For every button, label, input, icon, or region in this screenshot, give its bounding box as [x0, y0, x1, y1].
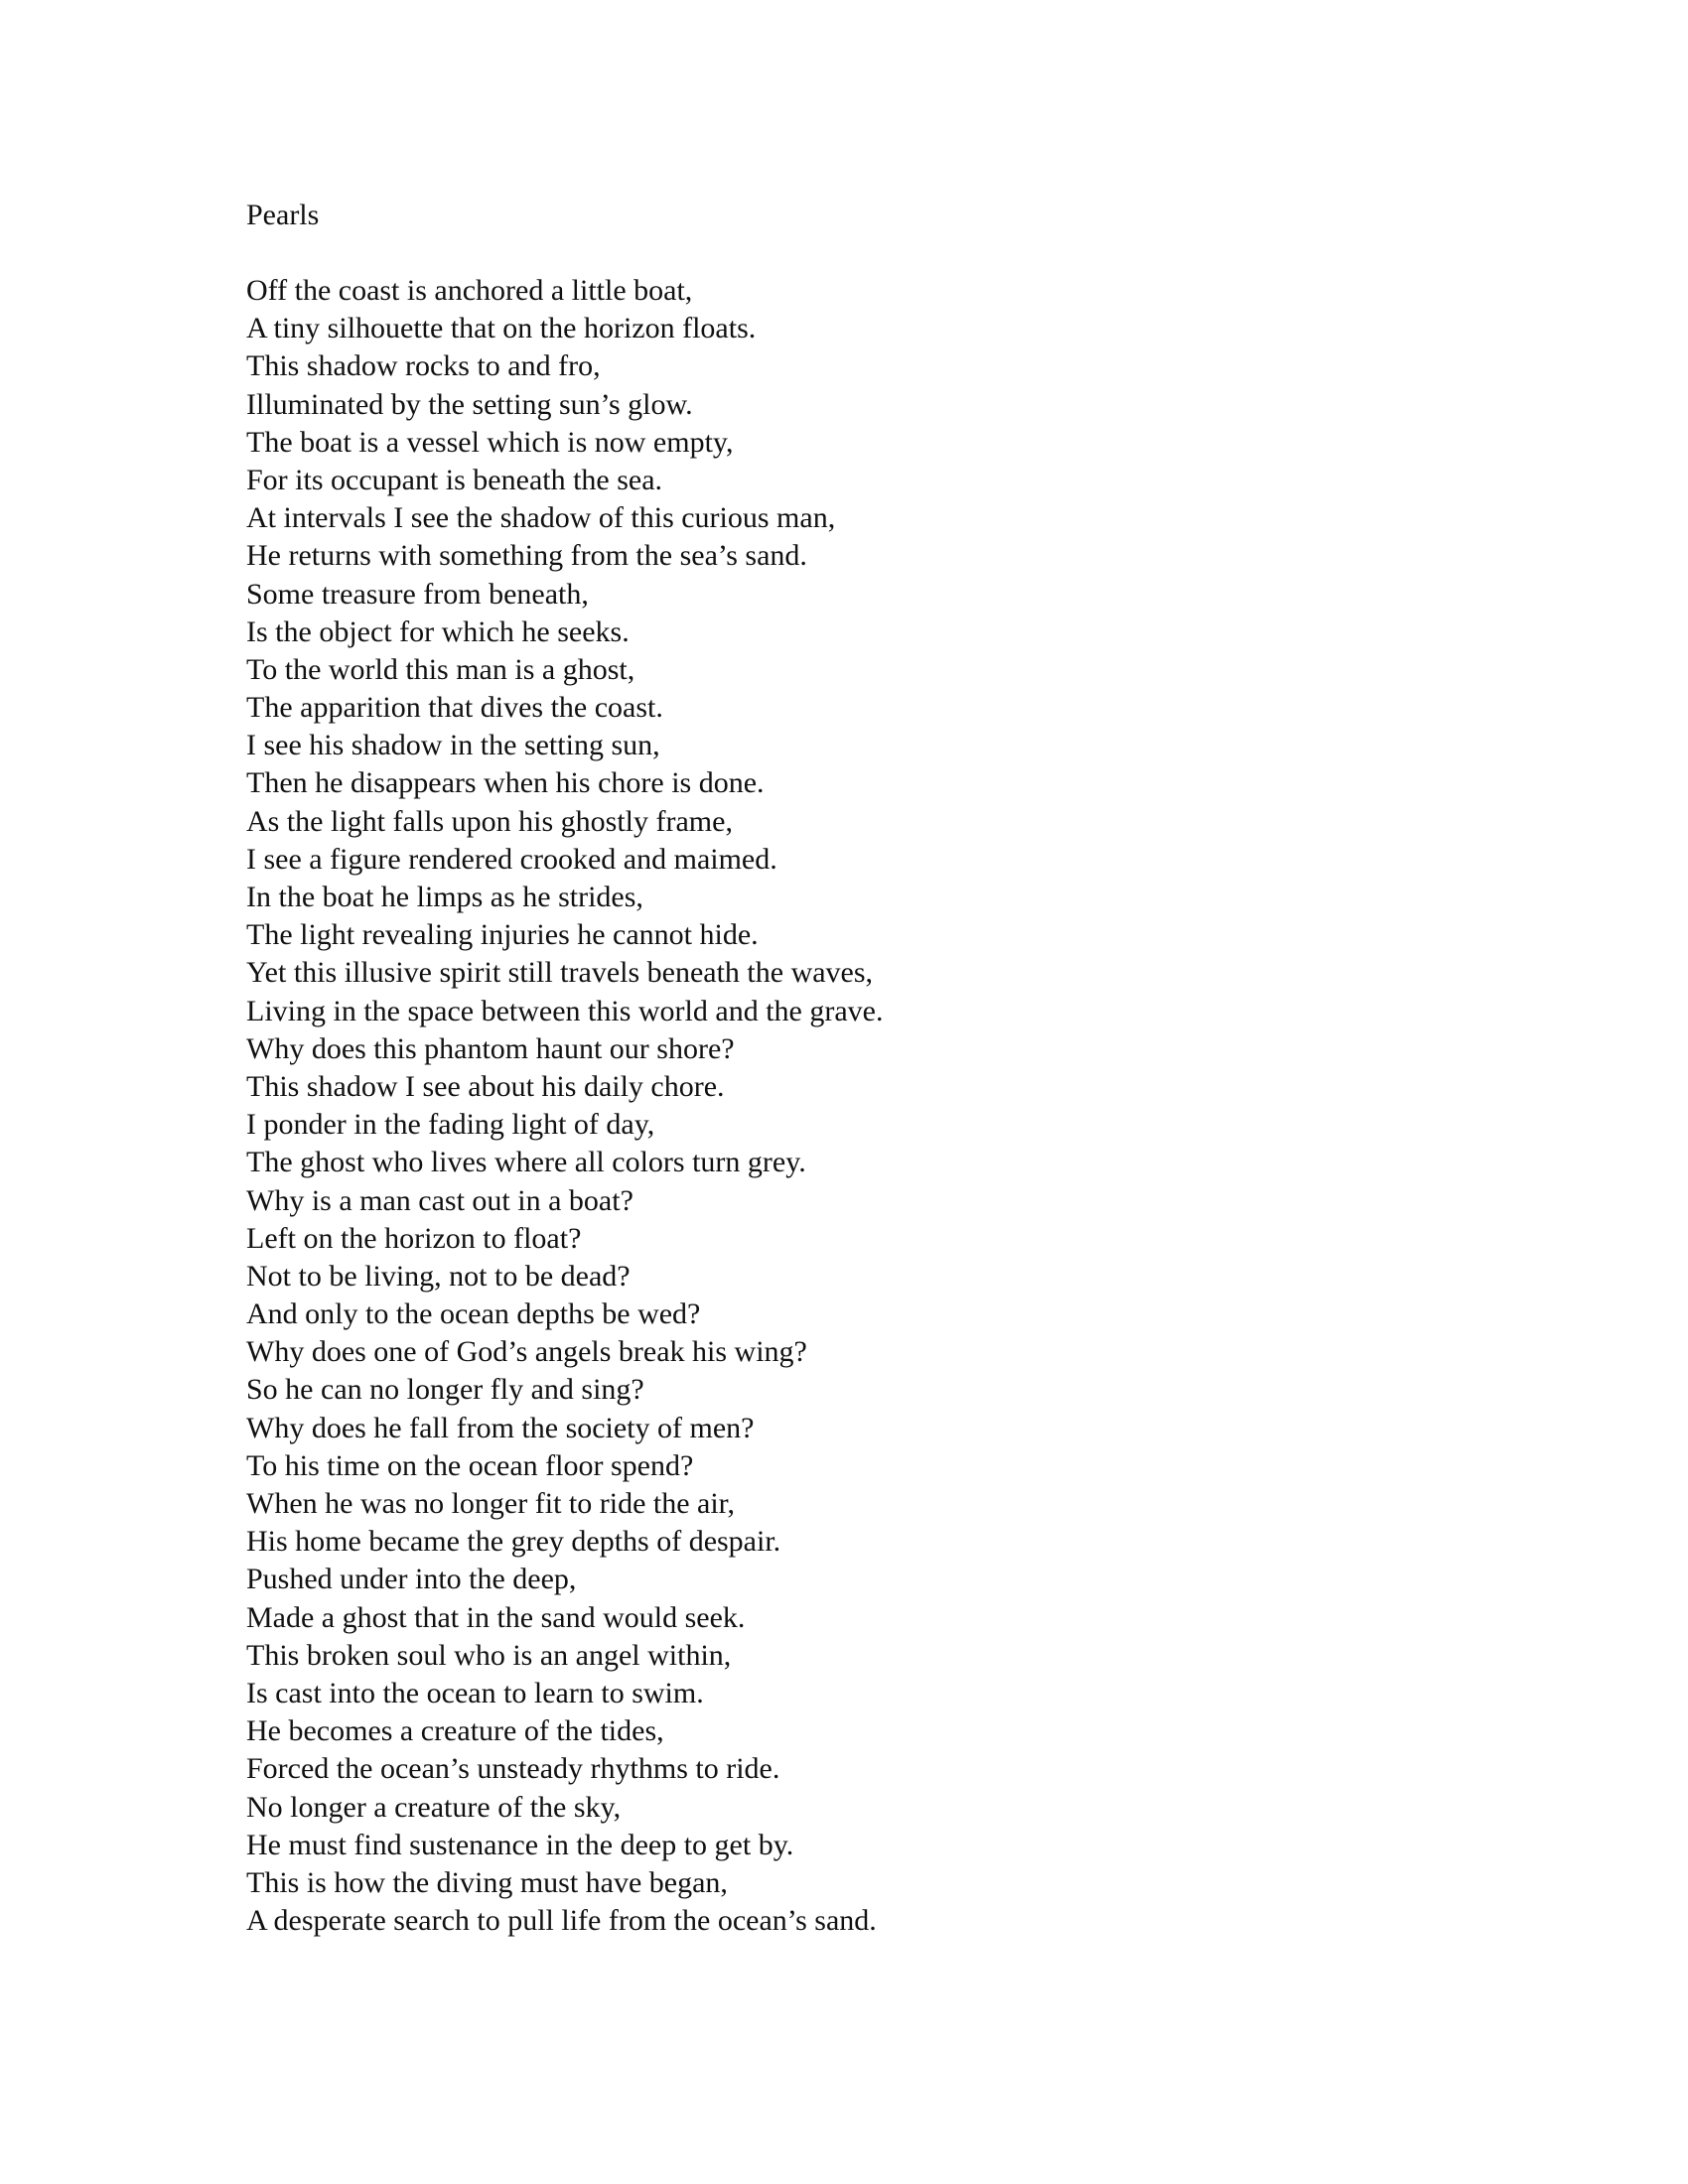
poem-body [246, 272, 883, 1940]
poem-line: So he can no longer fly and sing? [246, 1373, 644, 1407]
poem-line: Some treasure from beneath, [246, 577, 589, 611]
poem-line: To his time on the ocean floor spend? [246, 1448, 694, 1482]
poem-line: The light revealing injuries he cannot hide. [246, 918, 759, 952]
poem-line: This broken soul who is an angel within, [246, 1638, 732, 1672]
poem-line: Not to be living, not to be dead? [246, 1259, 631, 1293]
poem-line: A desperate search to pull life from the ocean’s sand. [246, 1904, 877, 1938]
poem-line: Pushed under into the deep, [246, 1563, 577, 1596]
poem-line: Made a ghost that in the sand would seek. [246, 1600, 746, 1634]
poem-line: To the world this man is a ghost, [246, 652, 635, 686]
poem-line: Why does one of God’s angels break his wing? [246, 1335, 807, 1369]
poem-line: Yet this illusive spirit still travels beneath the waves, [246, 956, 874, 990]
poem-line: He must find sustenance in the deep to get by. [246, 1828, 794, 1861]
poem-line: Off the coast is anchored a little boat, [246, 274, 693, 307]
poem-line: Forced the ocean’s unsteady rhythms to ride. [246, 1752, 780, 1786]
poem-line: This is how the diving must have began, [246, 1865, 728, 1899]
poem-line: When he was no longer fit to ride the air, [246, 1487, 735, 1520]
poem-line: The ghost who lives where all colors turn grey. [246, 1146, 806, 1179]
poem-line: For its occupant is beneath the sea. [246, 463, 663, 496]
poem-line: Illuminated by the setting sun’s glow. [246, 387, 693, 421]
poem-line: In the boat he limps as he strides, [246, 881, 643, 913]
poem-line: Left on the horizon to float? [246, 1221, 582, 1255]
poem-line: He returns with something from the sea’s sand. [246, 539, 807, 573]
poem-line: Living in the space between this world and the grave. [246, 994, 884, 1027]
poem-line: The boat is a vessel which is now empty, [246, 425, 734, 459]
poem-line: He becomes a creature of the tides, [246, 1714, 664, 1748]
poem-line: Is the object for which he seeks. [246, 614, 630, 648]
poem-line: This shadow I see about his daily chore. [246, 1069, 725, 1103]
poem-line: Is cast into the ocean to learn to swim. [246, 1676, 704, 1709]
poem-line: No longer a creature of the sky, [246, 1790, 622, 1824]
poem-line: Why does he fall from the society of men? [246, 1411, 755, 1444]
poem-line: His home became the grey depths of despair. [246, 1525, 781, 1559]
poem-line: At intervals I see the shadow of this curious man, [246, 501, 836, 535]
poem-line: A tiny silhouette that on the horizon floats. [246, 312, 757, 345]
poem-line: I see a figure rendered crooked and maimed. [246, 842, 777, 876]
poem-line: This shadow rocks to and fro, [246, 349, 601, 383]
poem-line: As the light falls upon his ghostly frame, [246, 804, 733, 838]
poem-line: Then he disappears when his chore is done. [246, 766, 765, 800]
poem-line: I see his shadow in the setting sun, [246, 729, 660, 762]
poem-line: I ponder in the fading light of day, [246, 1108, 655, 1142]
poem-line: And only to the ocean depths be wed? [246, 1297, 701, 1331]
poem-title: Pearls [246, 199, 320, 231]
poem-line: The apparition that dives the coast. [246, 691, 663, 725]
poem-line: Why does this phantom haunt our shore? [246, 1031, 735, 1065]
poem-line: Why is a man cast out in a boat? [246, 1183, 633, 1217]
